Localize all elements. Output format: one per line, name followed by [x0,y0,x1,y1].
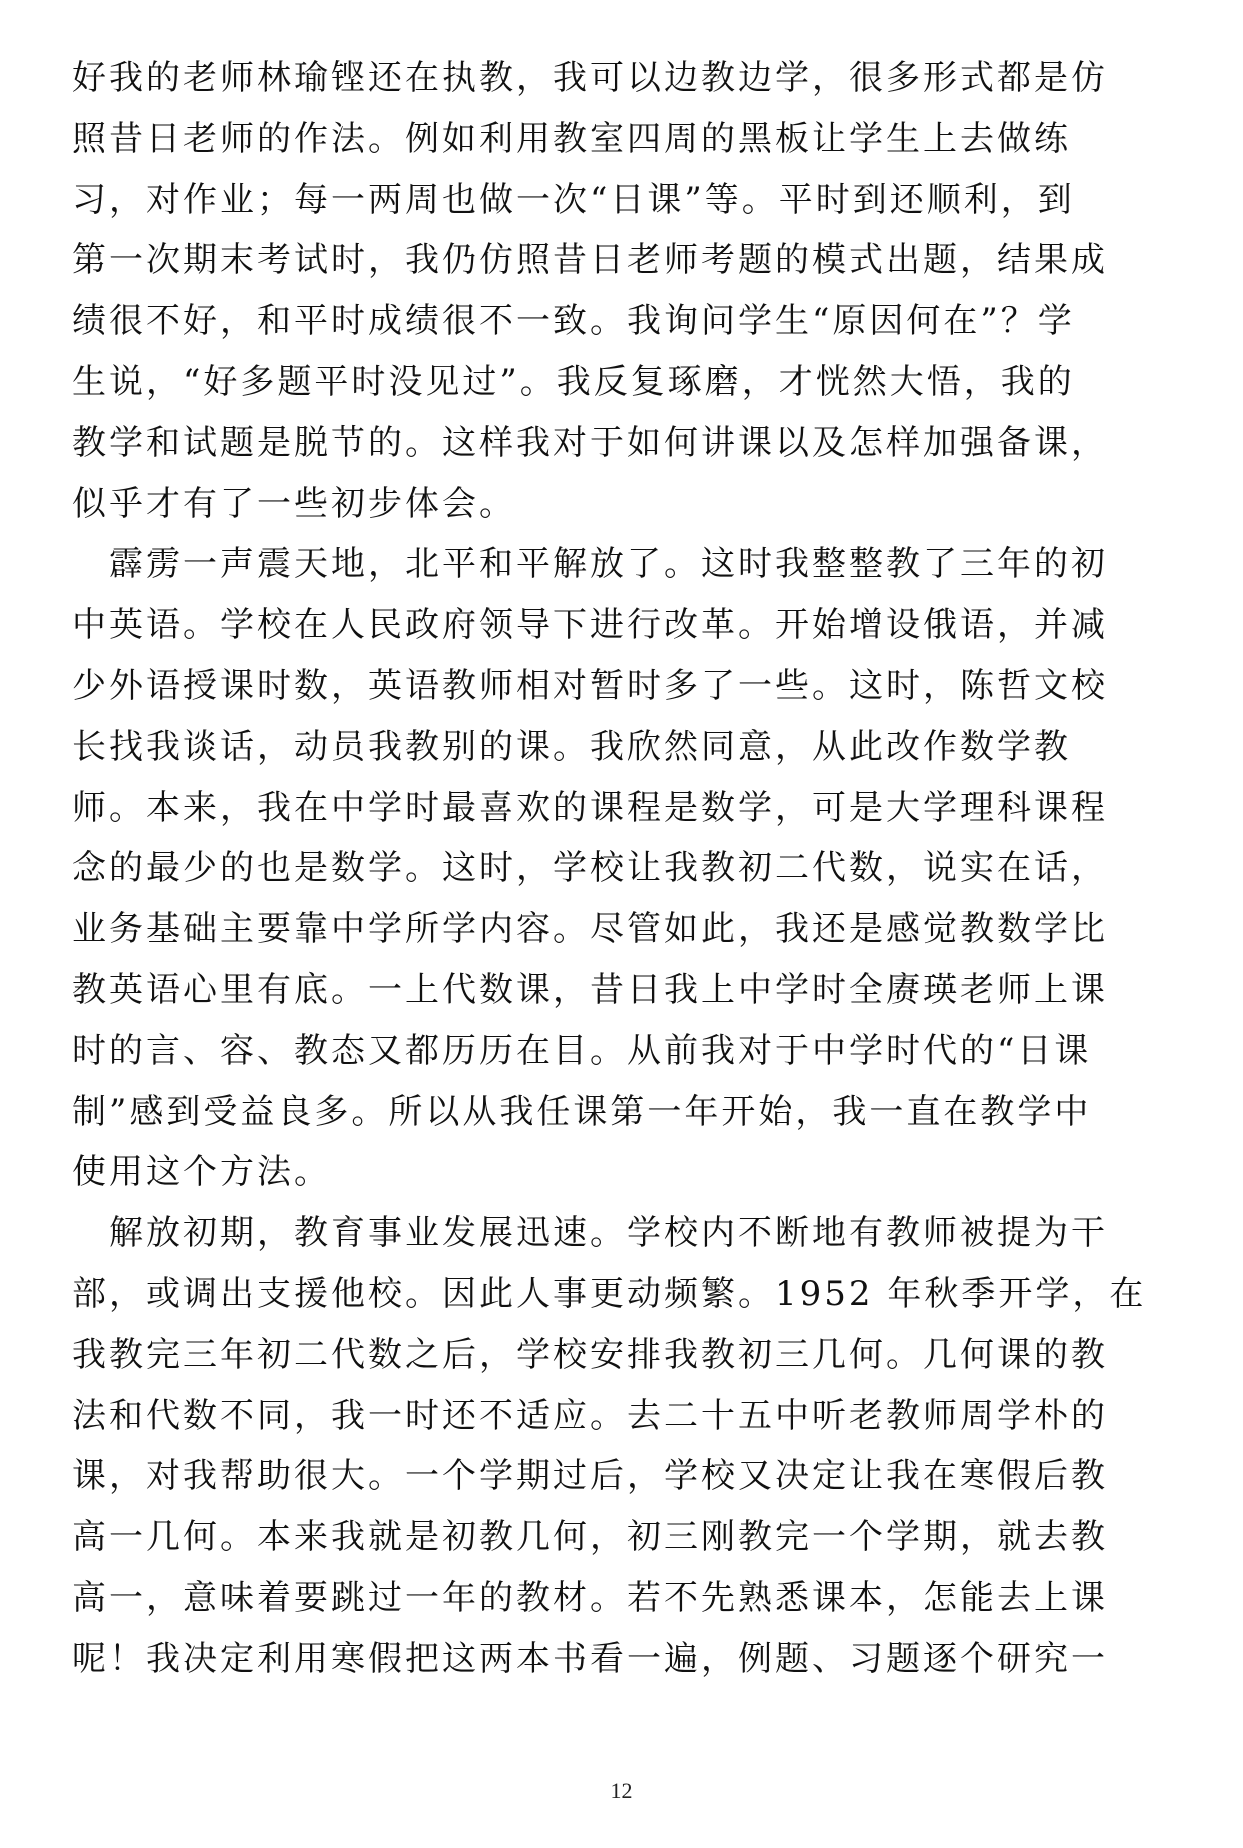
text-line: 使用这个方法。 [72,1152,331,1193]
text-line: 好我的老师林瑜铿还在执教，我可以边教边学，很多形式都是仿 [72,58,1108,98]
text-line: 似乎才有了一些初步体会。 [72,483,516,524]
text-line: 部，或调出支援他校。因此人事更动频繁。1952 年秋季开学，在 [72,1273,1147,1314]
text-line: 制”感到受益良多。所以从我任课第一年开始，我一直在教学中 [72,1091,1092,1132]
text-line: 高一几何。本来我就是初教几何，初三刚教完一个学期，就去教 [72,1517,1108,1558]
text-line: 业务基础主要靠中学所学内容。尽管如此，我还是感觉教数学比 [72,909,1108,950]
text-line: 习，对作业；每一两周也做一次“日课”等。平时到还顺利，到 [72,179,1075,220]
text-line: 课，对我帮助很大。一个学期过后，学校又决定让我在寒假后教 [72,1456,1108,1497]
text-line: 时的言、容、教态又都历历在目。从前我对于中学时代的“日课 [72,1030,1092,1071]
body-text [72,48,1212,1690]
text-line: 高一，意味着要跳过一年的教材。若不先熟悉课本，怎能去上课 [72,1577,1108,1618]
paragraph-start-line: 解放初期，教育事业发展迅速。学校内不断地有教师被提为干 [72,1213,1108,1254]
paragraph-start-line: 霹雳一声震天地，北平和平解放了。这时我整整教了三年的初 [72,544,1108,585]
text-line: 长找我谈话，动员我教别的课。我欣然同意，从此改作数学教 [72,726,1071,767]
text-line: 教学和试题是脱节的。这样我对于如何讲课以及怎样加强备课， [72,422,1108,463]
page-number: 12 [610,1778,633,1803]
text-line: 教英语心里有底。一上代数课，昔日我上中学时全赓瑛老师上课 [72,969,1108,1010]
text-line: 呢！我决定利用寒假把这两本书看一遍，例题、习题逐个研究一 [72,1638,1108,1679]
text-line: 中英语。学校在人民政府领导下进行改革。开始增设俄语，并减 [72,605,1108,646]
text-line: 绩很不好，和平时成绩很不一致。我询问学生“原因何在”？学 [72,301,1075,342]
text-line: 我教完三年初二代数之后，学校安排我教初三几何。几何课的教 [72,1334,1108,1375]
text-line: 照昔日老师的作法。例如利用教室四周的黑板让学生上去做练 [72,118,1071,159]
text-line: 第一次期末考试时，我仍仿照昔日老师考题的模式出题，结果成 [72,240,1108,281]
text-line: 师。本来，我在中学时最喜欢的课程是数学，可是大学理科课程 [72,787,1108,828]
text-line: 少外语授课时数，英语教师相对暂时多了一些。这时，陈哲文校 [72,665,1108,706]
text-line: 生说，“好多题平时没见过”。我反复琢磨，才恍然大悟，我的 [72,361,1075,402]
text-line: 念的最少的也是数学。这时，学校让我教初二代数，说实在话， [72,848,1108,889]
text-line: 法和代数不同，我一时还不适应。去二十五中听老教师周学朴的 [72,1395,1108,1436]
